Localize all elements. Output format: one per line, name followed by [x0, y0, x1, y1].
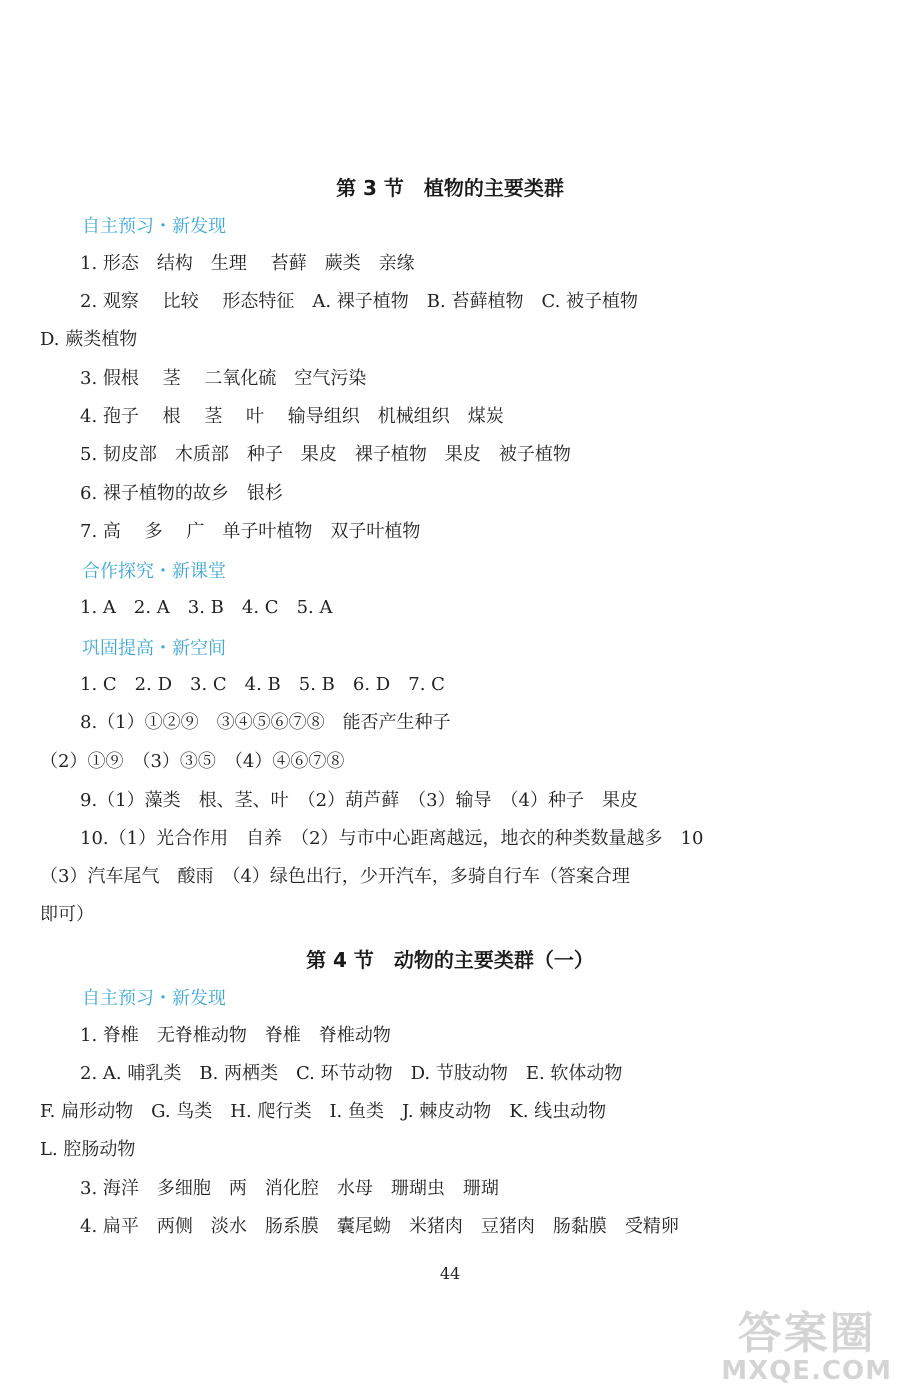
answer-line: 1. 形态 结构 生理 苔藓 蕨类 亲缘: [80, 253, 415, 274]
answer-line: D. 蕨类植物: [40, 329, 138, 350]
answer-line: 6. 裸子植物的故乡 银杉: [80, 483, 283, 504]
answer-line: 即可）: [40, 904, 94, 925]
answer-line: 3. 假根 茎 二氧化硫 空气污染: [80, 368, 367, 389]
answer-line: 3. 海洋 多细胞 两 消化腔 水母 珊瑚虫 珊瑚: [80, 1178, 499, 1199]
answer-line: 1. A 2. A 3. B 4. C 5. A: [80, 597, 333, 618]
answer-line: L. 腔肠动物: [40, 1139, 136, 1160]
answer-line: 5. 韧皮部 木质部 种子 果皮 裸子植物 果皮 被子植物: [80, 444, 571, 465]
answer-line: 2. A. 哺乳类 B. 两栖类 C. 环节动物 D. 节肢动物 E. 软体动物: [80, 1063, 623, 1084]
answer-line: （3）汽车尾气 酸雨 （4）绿色出行，少开汽车，多骑自行车（答案合理: [40, 866, 630, 887]
section-4-title: 第 4 节 动物的主要类群（一）: [306, 948, 594, 972]
answer-line: 2. 观察 比较 形态特征 A. 裸子植物 B. 苔藓植物 C. 被子植物: [80, 291, 639, 312]
answer-line: 1. 脊椎 无脊椎动物 脊椎 脊椎动物: [80, 1025, 391, 1046]
section-3-heading-explore: 合作探究・新课堂: [82, 561, 226, 582]
answer-line: 9.（1）藻类 根、茎、叶 （2）葫芦藓 （3）输导 （4）种子 果皮: [80, 790, 638, 811]
section-3-heading-consolidate: 巩固提高・新空间: [82, 638, 226, 659]
answer-line: 4. 孢子 根 茎 叶 输导组织 机械组织 煤炭: [80, 406, 504, 427]
watermark-logo: [721, 1308, 892, 1386]
section-3-title: 第 3 节 植物的主要类群: [336, 176, 564, 200]
page-number: 44: [439, 1264, 461, 1283]
answer-line: 4. 扁平 两侧 淡水 肠系膜 囊尾蚴 米猪肉 豆猪肉 肠黏膜 受精卵: [80, 1216, 679, 1237]
section-3-heading-preview: 自主预习・新发现: [82, 216, 226, 237]
answer-line: 7. 高 多 广 单子叶植物 双子叶植物: [80, 521, 421, 542]
answer-line: 1. C 2. D 3. C 4. B 5. B 6. D 7. C: [80, 674, 445, 695]
answer-line: 8.（1）①②⑨ ③④⑤⑥⑦⑧ 能否产生种子: [80, 712, 451, 733]
watermark-url: MXQE.COM: [721, 1356, 892, 1386]
answer-line: （2）①⑨ （3）③⑤ （4）④⑥⑦⑧: [40, 751, 345, 772]
answer-line: 10.（1）光合作用 自养 （2）与市中心距离越远，地衣的种类数量越多 10: [80, 828, 704, 849]
section-4-heading-preview: 自主预习・新发现: [82, 988, 226, 1009]
watermark-title: 答案圈: [737, 1308, 876, 1359]
answer-line: F. 扁形动物 G. 鸟类 H. 爬行类 I. 鱼类 J. 棘皮动物 K. 线虫动物: [40, 1101, 607, 1122]
